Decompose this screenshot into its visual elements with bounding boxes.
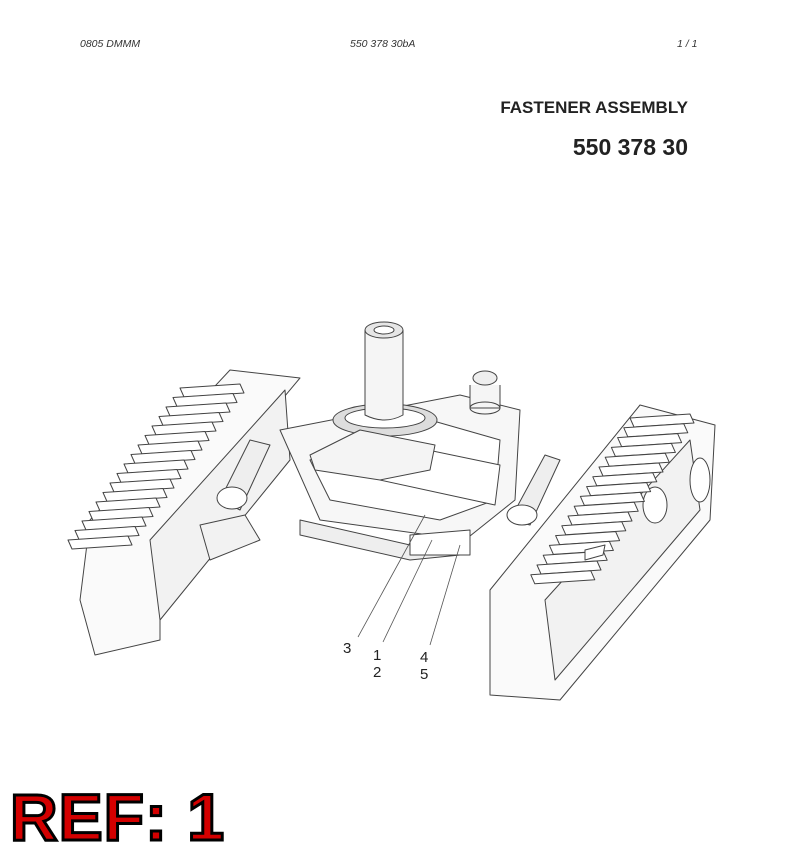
header-drawing-number: 550 378 30bA [350, 38, 416, 50]
part-number: 550 378 30 [572, 134, 688, 160]
callout-2: 2 [373, 664, 382, 681]
callout-5: 5 [420, 666, 429, 683]
swivel-column [365, 322, 403, 420]
fitting-dome [470, 371, 500, 414]
left-track [68, 370, 300, 655]
header-page-number: 1 / 1 [677, 38, 698, 50]
callout-4: 4 [420, 649, 429, 666]
callout-1: 1 [373, 647, 382, 664]
header-doc-code: 0805 DMMM [80, 38, 141, 50]
callout-3: 3 [343, 640, 352, 657]
ref-label: REF: 1 [10, 780, 226, 854]
assembly-title: FASTENER ASSEMBLY [500, 98, 688, 117]
